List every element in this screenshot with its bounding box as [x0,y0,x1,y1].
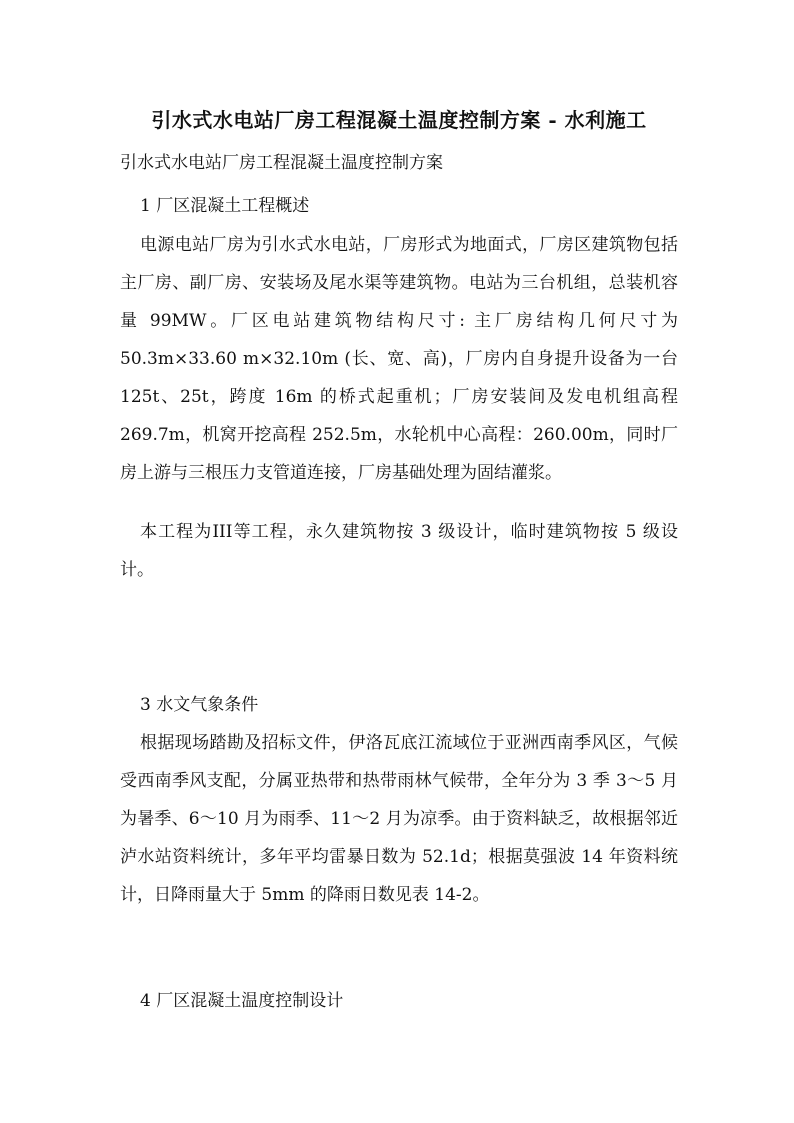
section-3-paragraph-1: 根据现场踏勘及招标文件，伊洛瓦底江流域位于亚洲西南季风区，气候受西南季风支配，分属亚热带和热带雨林气候带，全年分为 3 季 3～5 月为暑季、6～10 月为雨季、11～2 月为凉季。由于资料缺乏，故根据邻近泸水站资料统计，多年平均雷暴日数为 52.1d；根据莫强波 14 年资料统计，日降雨量大于 5mm 的降雨日数见表 14-2。 [120,733,678,905]
section-1-paragraph-2: 本工程为III等工程，永久建筑物按 3 级设计，临时建筑物按 5 级设计。 [120,522,678,580]
section-heading-4: 4 厂区混凝土温度控制设计 [140,991,344,1011]
section-1-paragraph-1: 电源电站厂房为引水式水电站，厂房形式为地面式，厂房区建筑物包括主厂房、副厂房、安装场及尾水渠等建筑物。电站为三台机组，总装机容量 99MW。厂区电站建筑物结构尺寸: 主厂房结构几何尺寸为 50.3m×33.60 m×32.10m (长、宽、高)，厂房内自身提升设备为一台 125t、25t，跨度 16m 的桥式起重机；厂房安装间及发电机组高程 269.7m，机窝开挖高程 252.5m，水轮机中心高程：260.00m，同时厂房上游与三根压力支管道连接，厂房基础处理为固结灌浆。 [120,235,678,483]
document-subtitle: 引水式水电站厂房工程混凝土温度控制方案 [120,153,443,173]
section-heading-3: 3 水文气象条件 [140,695,259,715]
document-title: 引水式水电站厂房工程混凝土温度控制方案 - 水利施工 [151,108,647,132]
section-heading-1: 1 厂区混凝土工程概述 [140,196,310,216]
